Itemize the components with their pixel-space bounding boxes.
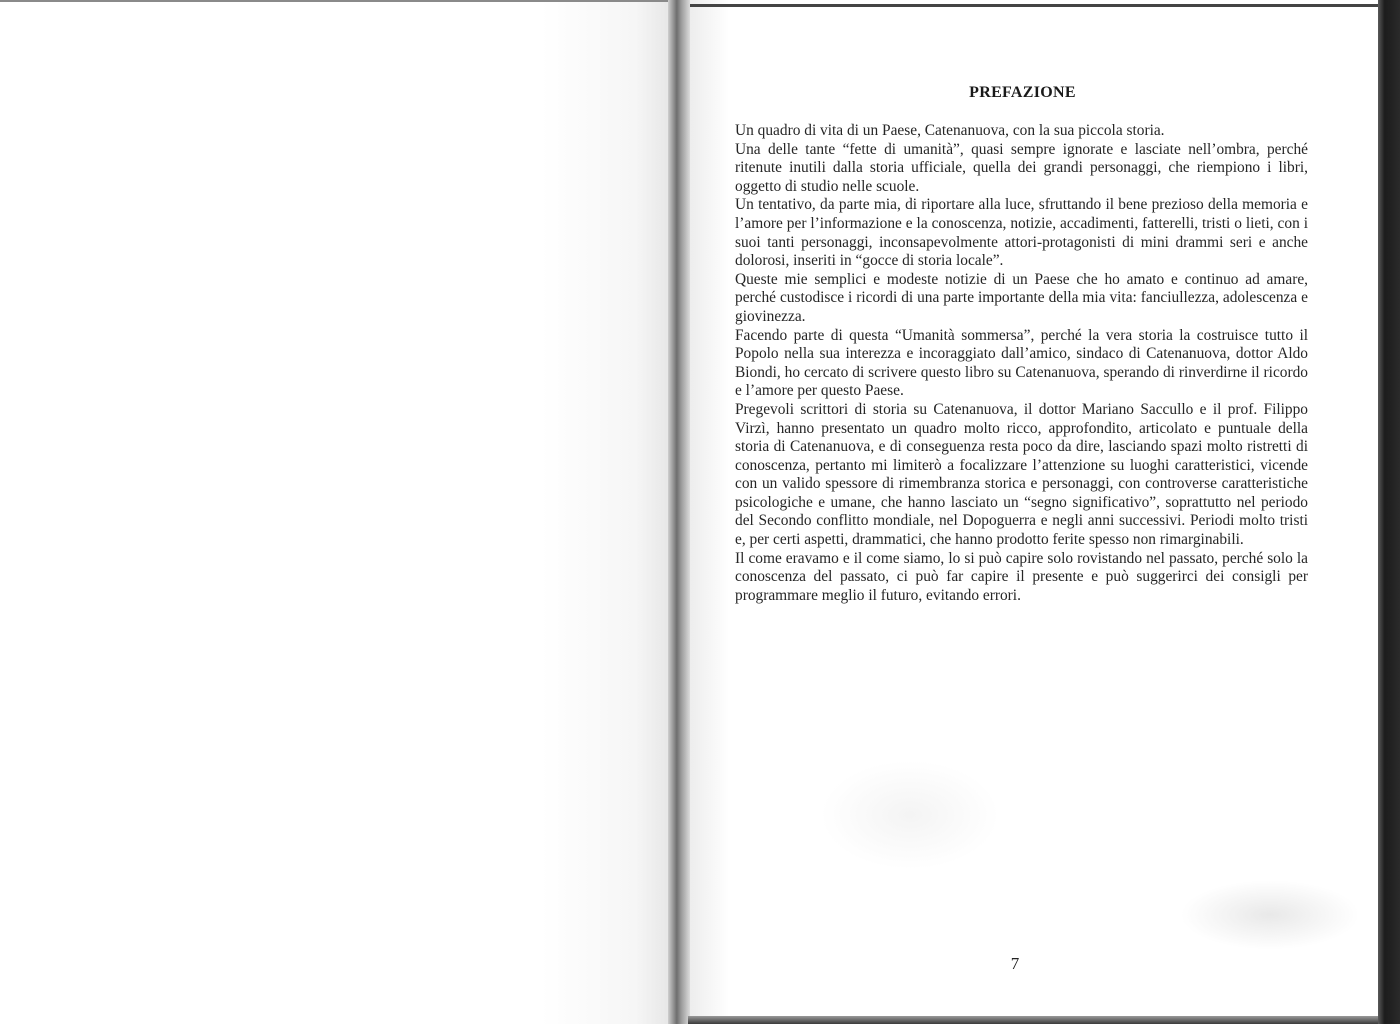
paragraph: Una delle tante “fette di umanità”, quasi sempre ignorate e lasciate nell’ombra, perché ritenute inutili dalla storia ufficiale, quella dei grandi personaggi, che riempiono i libri, oggetto di studio nelle scuole.	[735, 140, 1308, 195]
right-page-bottom-edge	[688, 1016, 1378, 1024]
show-through-smudge	[820, 760, 1000, 870]
page-number: 7	[1010, 954, 1020, 973]
book-cover-edge	[1378, 0, 1400, 1024]
preface-body	[735, 122, 1308, 605]
left-page-top-edge	[0, 0, 676, 2]
show-through-smudge	[1180, 880, 1360, 950]
paragraph: Un quadro di vita di un Paese, Catenanuova, con la sua piccola storia.	[735, 122, 1165, 139]
right-page-top-edge	[688, 4, 1378, 7]
paragraph: Facendo parte di questa “Umanità sommersa”, perché la vera storia la costruisce tutto il Popolo nella sua interezza e incoraggiato dall’amico, sindaco di Catenanuova, dottor Aldo Biondi, ho cercato di scrivere questo libro su Catenanuova, sperando di rinverdirne il ricordo e l’amore per questo Paese.	[735, 326, 1308, 400]
left-blank-page	[0, 0, 676, 1024]
paragraph: Il come eravamo e il come siamo, lo si può capire solo rovistando nel passato, perché solo la conoscenza del passato, ci può far capire il presente e può suggerirci dei consigli per programmare meglio il futuro, evitando errori.	[735, 549, 1308, 604]
paragraph: Queste mie semplici e modeste notizie di un Paese che ho amato e continuo ad amare, perché custodisce i ricordi di una parte importante della mia vita: fanciullezza, adolescenza e giovinezza.	[735, 270, 1308, 325]
page-title: PREFAZIONE	[969, 84, 1076, 101]
paragraph: Pregevoli scrittori di storia su Catenanuova, il dottor Mariano Saccullo e il prof. Filippo Virzì, hanno presentato un quadro molto ricco, approfondito, articolato e puntuale della storia di Catenanuova, e di conseguenza resta poco da dire, lasciando spazi molto ristretti di conoscenza, pertanto mi limiterò a focalizzare l’attenzione su luoghi caratteristici, vicende con un valido spessore di rimembranza storica e personaggi, con controverse caratteristiche psicologiche e umane, che hanno lasciato un “segno significativo”, soprattutto nel periodo del Secondo conflitto mondiale, nel Dopoguerra e negli anni successivi. Periodi molto tristi e, per certi aspetti, drammatici, che hanno prodotto ferite spesso non rimarginabili.	[735, 400, 1308, 549]
paragraph: Un tentativo, da parte mia, di riportare alla luce, sfruttando il bene prezioso della memoria e l’amore per l’informazione e la conoscenza, notizie, accadimenti, fatterelli, tristi o lieti, con i suoi tanti personaggi, inconsapevolmente attori-protagonisti di mini drammi seri e anche dolorosi, inseriti in “gocce di storia locale”.	[735, 196, 1308, 270]
book-gutter	[668, 0, 690, 1024]
